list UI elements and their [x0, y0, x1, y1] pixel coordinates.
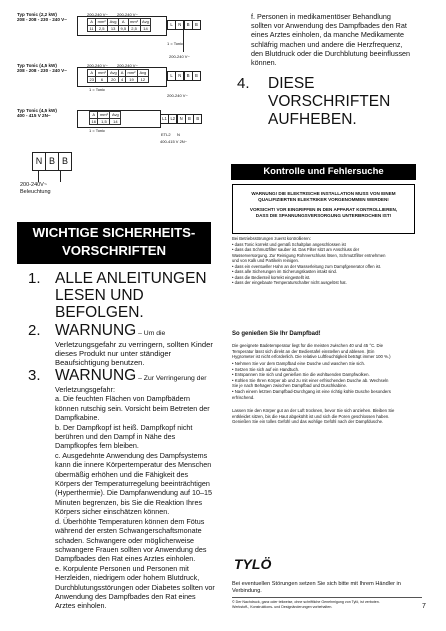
wiring-hdr: 200-240 V~: [87, 12, 108, 17]
wiring-block-1: [17, 12, 198, 60]
wiring-table-1: A mm² Avg A mm² Avg 11 2,5 13 9,5 2,5 14: [89, 19, 149, 31]
item-3: WARNUNG – Zur Verringerung der Verletzungsgefahr: a. Die feuchten Flächen von Dampfbädern können rutschig sein. Vorsicht beim Betreten der Dampfkabine. b. Der Dampfkopf ist heiß. Dampfkopf nicht berühren und den Dampf in Nähe des Dampfkopfes fern bleiben. c. Ausgedehnte Anwendung des Dampfsystems kann die innere Körpertemperatur des Menschen übermäßig erhöhen und die Fähigkeit des Körpers der Temperaturregelung beeinträchtigen (Hyperthermie). Die Dampfanwendung auf 10–15 Minuten begrenzen, bis Sie die Reaktion Ihres Körpers sicher einschätzen können. d. Überhöhte Temperaturen können dem Fötus während der ersten Schwangerschaftsmonate schaden. Schwangere oder möglicherweise schwangere Frauen sollten vor Anwendung des Dampfbades den Rat eines Arztes einholen. e. Korpulente Personen und Personen mit Herzleiden, niedrigem oder hohem Blutdruck, Durchblutungsstörungen oder Diabetes sollten vor Anwendung des Dampfbades den Rat eines Arztes einholen.: [55, 367, 215, 611]
warning-box: WARNUNG! DIE ELEKTRISCHE INSTALLATION MUSS VON EINEM QUALIFIZIERTEN ELEKTRIKER VORGENOMMEN WERDEN! VORSICHT! VOR EINGRIFFEN IN DEN APPARAT KONTROLLIEREN, DASS DIE SPANNUNGSVERSORGUNG UNTERBROCHEN IST!: [232, 184, 415, 234]
wiring-sub: ETL2: [161, 132, 171, 137]
item-number: 2.: [28, 322, 41, 339]
item-number: 4.: [237, 75, 250, 92]
contact-note: Bei eventuellen Störungen setzen Sie sich bitte mit Ihrem Händler in Verbindung.: [232, 581, 401, 594]
wiring-volt: 200-240 V~: [169, 54, 190, 59]
wiring-table-2: A mm² Avg A mm² Avg 23 6 20 4 19 12: [89, 70, 147, 82]
tylo-logo: [232, 555, 282, 573]
terminal-block-1: L N B B: [167, 20, 200, 30]
page-number: 7: [422, 603, 426, 610]
wiring-block-3: [17, 108, 200, 148]
terminal-block-3: L1 L2 N B B: [160, 114, 202, 124]
wiring-title-1: Typ Tonic (2,2 kW): [17, 12, 57, 17]
wiring-voltage-2: 208 - 208 - 230 - 240 V~: [17, 68, 67, 74]
item-number: 1.: [28, 270, 41, 287]
troubleshoot-list: Bei Betriebsstörungen zuerst kontrollieren: • dass Tonic korrekt und gemäß Schaltplan angeschlossen ist • dass das Schmutzfilter sauber ist. Das Filter sitzt am Anschluss der Wasserversorgung. Zur Reinigung Rohrverschluss lösen, Schmutzfilter entnehmen und von Kalk und Partikeln reinigen. • dass ein eventueller Hahn an der Wasserleitung zum Dampfgenerator offen ist. • dass alle Sicherungen im Sicherungskasten intakt sind. • dass die Bedienteil korrekt eingestellt ist. • dass der eingebaute Temperaturschalter nicht ausgelöst hat.: [232, 236, 386, 285]
wiring-volt: 400-415 V 2N~: [160, 139, 188, 144]
wiring-sub: N: [177, 132, 180, 137]
dampf-heading: So genießen Sie Ihr Dampfbad!: [232, 331, 321, 337]
safety-banner: WICHTIGE SICHERHEITS- VORSCHRIFTEN: [17, 222, 211, 264]
wiring-hdr: 200-240 V~: [117, 63, 138, 68]
wiring-table-3: A mm² Avg 16 1,5 14: [91, 112, 119, 124]
item-f: f. Personen in medikamentöser Behandlung sollten vor Anwendung des Dampfbades den Rat eines Arztes einholen, da manche Medikamente schläfrig machen und andere die Herzfrequenz, den Blutdruck oder die Durchblutung beeinflussen können.: [251, 12, 411, 68]
wiring-hdr: 200-240 V~: [117, 12, 138, 17]
dampf-bullets: • Nehmen Sie vor dem Dampfbad eine Dusche und waschen Sie sich. • Setzen Sie sich auf ein Handtuch. • Entspannen Sie sich und genießen Sie die wohltuenden Dampfwolken. • Kühlen Sie Ihren Körper ab und zu mit einer erfrischenden Dusche ab. Wechseln Sie je nach Behagen zwischen Dampfbad und Duschkabine. • Nach einem letzten Dampfbad-Durchgang ist eine richtig kühle Dusche besonders erfrischend.: [232, 361, 391, 400]
wiring-label: 1 = Tonic: [89, 87, 106, 92]
wiring-label: 1 = Tonic: [167, 41, 184, 46]
item-number: 3.: [28, 367, 41, 384]
dampf-intro: Die geeignete Badetemperatur liegt für die meisten zwischen 40 und 45 °C. Die Temperatur lässt sich direkt an der Bedientafel einstellen und ablesen. (Ein Hygrometer ist nicht erforderlich. Die relative Luftfeuchtigkeit beträgt immer 100 %.): [232, 343, 391, 360]
footnote: © Der Nachdruck, ganz oder teilweise, ohne schriftliche Genehmigung von Tylö, ist verboten. Werkstoff-, Konstruktions- und Designänderungen vorbehalten.: [232, 597, 422, 609]
wiring-voltage-3: 400 - 415 V 2N~: [17, 113, 51, 119]
item-2: WARNUNG – Um die Verletzungsgefahr zu verringern, sollten Kinder dieses Produkt nur unter ständiger Beaufsichtigung benutzen.: [55, 322, 213, 368]
dampf-closing: Lassen Sie den Körper gut an der Luft trocknen, bevor Sie sich anziehen. Bleiben Sie entkleidet sitzen, bis die Haut abgekühlt ist und sich die Poren geschlossen haben. Genießen Sie ein tolles Gefühl und das wohlige Gefühl nach der Dampfdusche.: [232, 408, 395, 425]
item-1: ALLE ANLEITUNGEN LESEN UND BEFOLGEN.: [55, 270, 207, 321]
wiring-hdr: 200-240 V~: [87, 63, 108, 68]
lighting-terminal: N B B: [32, 152, 71, 171]
wiring-block-2: [17, 63, 198, 101]
wiring-label: 1 = Tonic: [89, 128, 106, 133]
wiring-title-2: Typ Tonic (4,5 kW): [17, 63, 57, 68]
item-4: DIESE VORSCHRIFTEN AUFHEBEN.: [268, 75, 391, 128]
lighting-label: 200-240V~ Beleuchtung: [20, 182, 51, 195]
wiring-title-3: Typ Tonic (4,5 kW): [17, 108, 57, 113]
terminal-block-2: L N B B: [167, 71, 200, 81]
section-heading-kontrolle: Kontrolle und Fehlersuche: [231, 164, 416, 180]
wiring-volt: 200-240 V~: [167, 93, 188, 98]
svg-text:TYLÖ: TYLÖ: [234, 556, 272, 572]
wiring-voltage-1: 208 - 208 - 230 - 240 V~: [17, 17, 67, 23]
